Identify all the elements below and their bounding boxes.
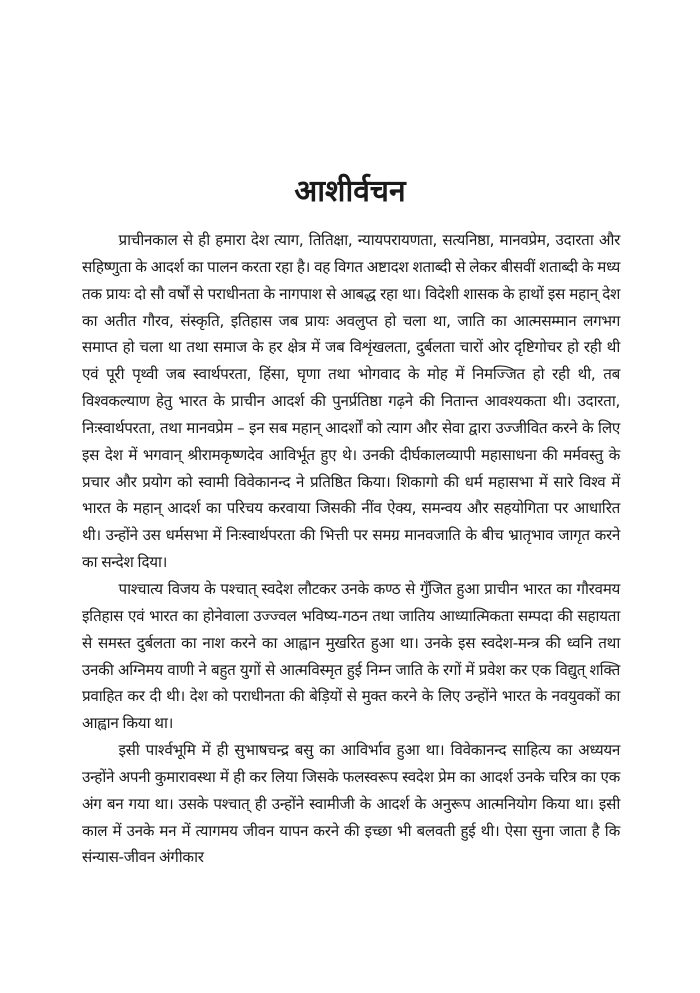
paragraph-2: पाश्चात्य विजय के पश्चात् स्वदेश लौटकर उनके कण्ठ से गुँजित हुआ प्राचीन भारत का गौरवमय इतिहास एवं भारत का होनेवाला उज्ज्वल भविष्य-गठन तथा जातिय आध्यात्मिकता सम्पदा की सहायता से समस्त दुर्बलता का नाश करने का आह्वान मुखरित हुआ था। उनके इस स्वदेश-मन्त्र की ध्वनि तथा उनकी अग्निमय वाणी ने बहुत युगों से आत्मविस्मृत हुई निम्न जाति के रगों में प्रवेश कर एक विद्युत् शक्ति प्रवाहित कर दी थी। देश को पराधीनता की बेड़ियों से मुक्त करने के लिए उन्होंने भारत के नवयुवकों का आह्वान किया था। [82, 579, 620, 733]
page-title: आशीर्वचन [294, 174, 406, 209]
body-text [82, 227, 620, 871]
paragraph-3: इसी पार्श्वभूमि में ही सुभाषचन्द्र बसु का आविर्भाव हुआ था। विवेकानन्द साहित्य का अध्ययन उन्होंने अपनी कुमारावस्था में ही कर लिया जिसके फलस्वरूप स्वदेश प्रेम का आदर्श उनके चरित्र का एक अंग बन गया था। उसके पश्चात् ही उन्होंने स्वामीजी के आदर्श के अनुरूप आत्मनियोग किया था। इसी काल में उनके मन में त्यागमय जीवन यापन करने की इच्छा भी बलवती हुई थी। ऐसा सुना जाता है कि संन्यास-जीवन अंगीकार [82, 741, 620, 867]
paragraph-1: प्राचीनकाल से ही हमारा देश त्याग, तितिक्षा, न्यायपरायणता, सत्यनिष्ठा, मानवप्रेम, उदारता और सहिष्णुता के आदर्श का पालन करता रहा है। वह विगत अष्टादश शताब्दी से लेकर बीसवीं शताब्दी के मध्य तक प्रायः दो सौ वर्षों से पराधीनता के नागपाश से आबद्ध रहा था। विदेशी शासक के हाथों इस महान् देश का अतीत गौरव, संस्कृति, इतिहास जब प्रायः अवलुप्त हो चला था, जाति का आत्मसम्मान लगभग समाप्त हो चला था तथा समाज के हर क्षेत्र में जब विशृंखलता, दुर्बलता चारों ओर दृष्टिगोचर हो रही थी एवं पूरी पृथ्वी जब स्वार्थपरता, हिंसा, घृणा तथा भोगवाद के मोह में निमज्जित हो रही थी, तब विश्वकल्याण हेतु भारत के प्राचीन आदर्श की पुनर्प्रतिष्ठा गढ़ने की नितान्त आवश्यकता थी। उदारता, निःस्वार्थपरता, तथा मानवप्रेम – इन सब महान् आदर्शों को त्याग और सेवा द्वारा उज्जीवित करने के लिए इस देश में भगवान् श्रीरामकृष्णदेव आविर्भूत हुए थे। उनकी दीर्घकालव्यापी महासाधना की मर्मवस्तु के प्रचार और प्रयोग को स्वामी विवेकानन्द ने प्रतिष्ठित किया। शिकागो की धर्म महासभा में सारे विश्व में भारत के महान् आदर्श का परिचय करवाया जिसकी नींव ऐक्य, समन्वय और सहयोगिता पर आधारित थी। उन्होंने उस धर्मसभा में निःस्वार्थपरता की भित्ती पर समग्र मानवजाति के बीच भ्रातृभाव जागृत करने का सन्देश दिया। [82, 231, 620, 572]
